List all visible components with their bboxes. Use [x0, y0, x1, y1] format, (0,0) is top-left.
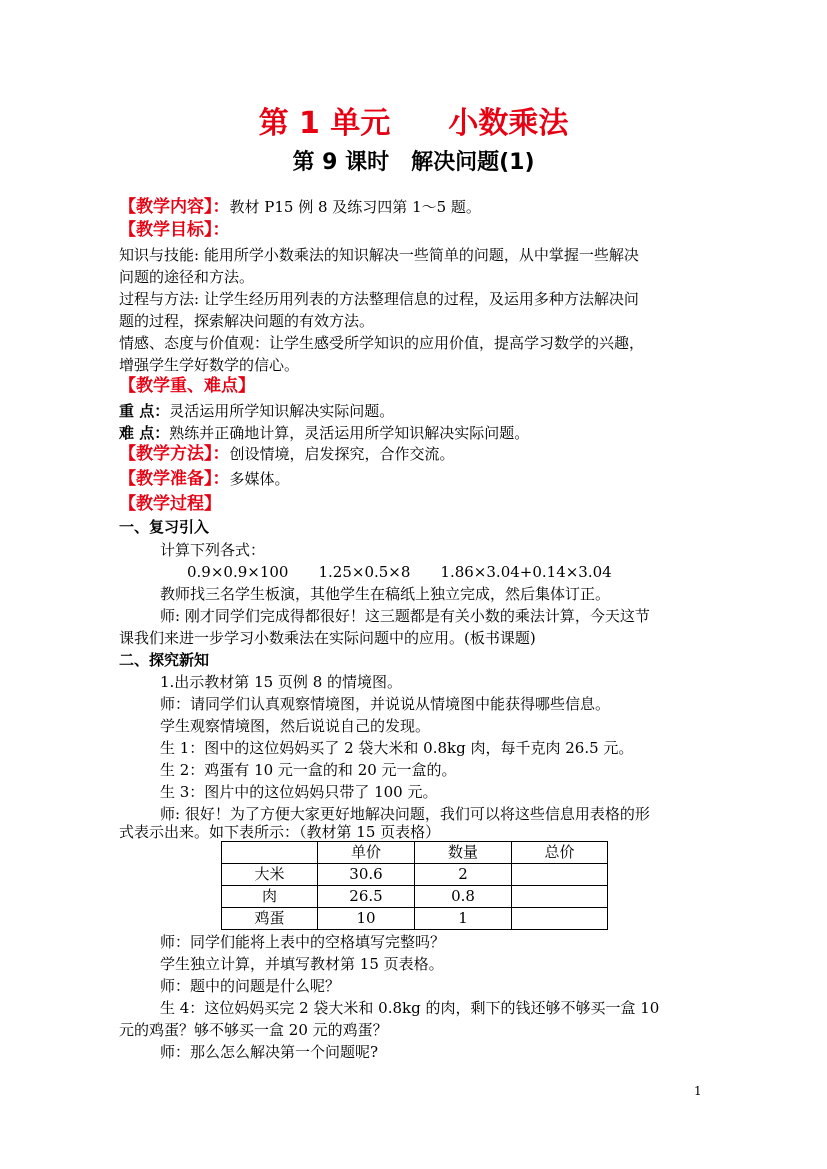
after-table-line: 师：那么怎么解决第一个问题呢?	[160, 1043, 379, 1061]
goal-line: 增强学生学好数学的信心。	[119, 356, 300, 374]
table-header-cell: 数量	[415, 842, 512, 864]
table-header-cell: 单价	[318, 842, 415, 864]
table-cell	[512, 908, 608, 930]
table-cell: 大米	[222, 864, 318, 886]
section1-line: 计算下列各式：	[160, 541, 266, 559]
table-cell: 1	[415, 908, 512, 930]
after-table-line: 生 4：这位妈妈买完 2 袋大米和 0.8kg 的肉，剩下的钱还够不够买一盒 10	[160, 999, 660, 1017]
teaching-method-text: 创设情境，启发探究，合作交流。	[229, 445, 455, 463]
table-cell: 肉	[222, 886, 318, 908]
section2-line: 师：请同学们认真观察情境图，并说说从情境图中能获得哪些信息。	[160, 695, 611, 713]
section1-line: 教师找三名学生板演，其他学生在稿纸上独立完成，然后集体订正。	[160, 585, 611, 603]
section1-line: 课我们来进一步学习小数乘法在实际问题中的应用。(板书课题)	[119, 629, 536, 647]
teaching-goals-label: 【教学目标】：	[119, 220, 230, 240]
goal-line: 过程与方法: 让学生经历用列表的方法整理信息的过程，及运用多种方法解决问	[119, 290, 639, 308]
goal-line: 问题的途径和方法。	[119, 268, 255, 286]
section2-line: 学生观察情境图，然后说说自己的发现。	[160, 717, 431, 735]
difficult-point-text: 熟练并正确地计算，灵活运用所学知识解决实际问题。	[169, 424, 530, 442]
table-cell: 10	[318, 908, 415, 930]
lesson-number: 第 9 课时	[292, 150, 390, 175]
key-point	[119, 400, 394, 422]
key-points-label: 【教学重、难点】	[119, 376, 255, 396]
lesson-name: 解决问题(1)	[411, 150, 535, 175]
section2-line: 生 3：图片中的这位妈妈只带了 100 元。	[160, 783, 438, 801]
difficult-point-label: 难 点：	[119, 424, 170, 442]
teaching-process-heading	[119, 493, 221, 515]
teaching-prep-text: 多媒体。	[229, 470, 290, 488]
after-table-line: 学生独立计算，并填写教材第 15 页表格。	[160, 955, 444, 973]
unit-name: 小数乘法	[448, 106, 569, 141]
unit-title	[0, 104, 827, 144]
table-cell: 0.8	[415, 886, 512, 908]
teaching-content-text: 教材 P15 例 8 及练习四第 1～5 题。	[229, 198, 481, 216]
teaching-goals-heading	[119, 219, 230, 241]
page-number: 1	[694, 1084, 702, 1098]
lesson-title	[0, 148, 827, 178]
table-header-cell	[222, 842, 318, 864]
section2-line: 1.出示教材第 15 页例 8 的情境图。	[160, 673, 403, 691]
table-row	[222, 886, 608, 908]
table-row	[222, 864, 608, 886]
after-table-line: 师：同学们能将上表中的空格填写完整吗？	[160, 933, 446, 951]
table-cell: 鸡蛋	[222, 908, 318, 930]
table-header-row	[222, 842, 608, 864]
section-heading: 二、探究新知	[119, 651, 210, 669]
teaching-prep-label: 【教学准备】：	[119, 469, 230, 489]
table-row	[222, 908, 608, 930]
goal-line: 知识与技能: 能用所学小数乘法的知识解决一些简单的问题，从中掌握一些解决	[119, 246, 639, 264]
section1-expressions: 0.9×0.9×100 1.25×0.5×8 1.86×3.04+0.14×3.04	[187, 563, 612, 581]
table-cell: 2	[415, 864, 512, 886]
difficult-point	[119, 422, 529, 444]
table-cell: 30.6	[318, 864, 415, 886]
table-cell: 26.5	[318, 886, 415, 908]
key-points-heading	[119, 375, 255, 397]
section2-line: 师: 很好！为了方便大家更好地解决问题，我们可以将这些信息用表格的形	[160, 805, 650, 823]
table-header-cell: 总价	[512, 842, 608, 864]
after-table-line: 师：题中的问题是什么呢？	[160, 977, 341, 995]
section2-line: 生 2：鸡蛋有 10 元一盒的和 20 元一盒的。	[160, 761, 457, 779]
key-point-text: 灵活运用所学知识解决实际问题。	[169, 402, 395, 420]
key-point-label: 重 点：	[119, 402, 170, 420]
goal-line: 情感、态度与价值观：让学生感受所学知识的应用价值，提高学习数学的兴趣，	[119, 334, 645, 352]
section2-line: 式表示出来。如下表所示：（教材第 15 页表格）	[119, 823, 441, 841]
goal-line: 题的过程，探索解决问题的有效方法。	[119, 312, 375, 330]
teaching-content-label: 【教学内容】：	[119, 197, 230, 217]
table-cell	[512, 886, 608, 908]
teaching-method	[119, 443, 455, 465]
price-table	[221, 841, 608, 930]
teaching-content	[119, 196, 481, 218]
unit-number: 第 1 单元	[258, 106, 391, 141]
teaching-prep	[119, 468, 290, 490]
teaching-method-label: 【教学方法】：	[119, 444, 230, 464]
section2-line: 生 1：图中的这位妈妈买了 2 袋大米和 0.8kg 肉，每千克肉 26.5 元。	[160, 739, 634, 757]
teaching-process-label: 【教学过程】	[119, 494, 221, 514]
after-table-line: 元的鸡蛋？够不够买一盒 20 元的鸡蛋？	[119, 1021, 388, 1039]
table-cell	[512, 864, 608, 886]
section-heading: 一、复习引入	[119, 518, 210, 536]
section1-line: 师: 刚才同学们完成得都很好！这三题都是有关小数的乘法计算，今天这节	[160, 607, 650, 625]
